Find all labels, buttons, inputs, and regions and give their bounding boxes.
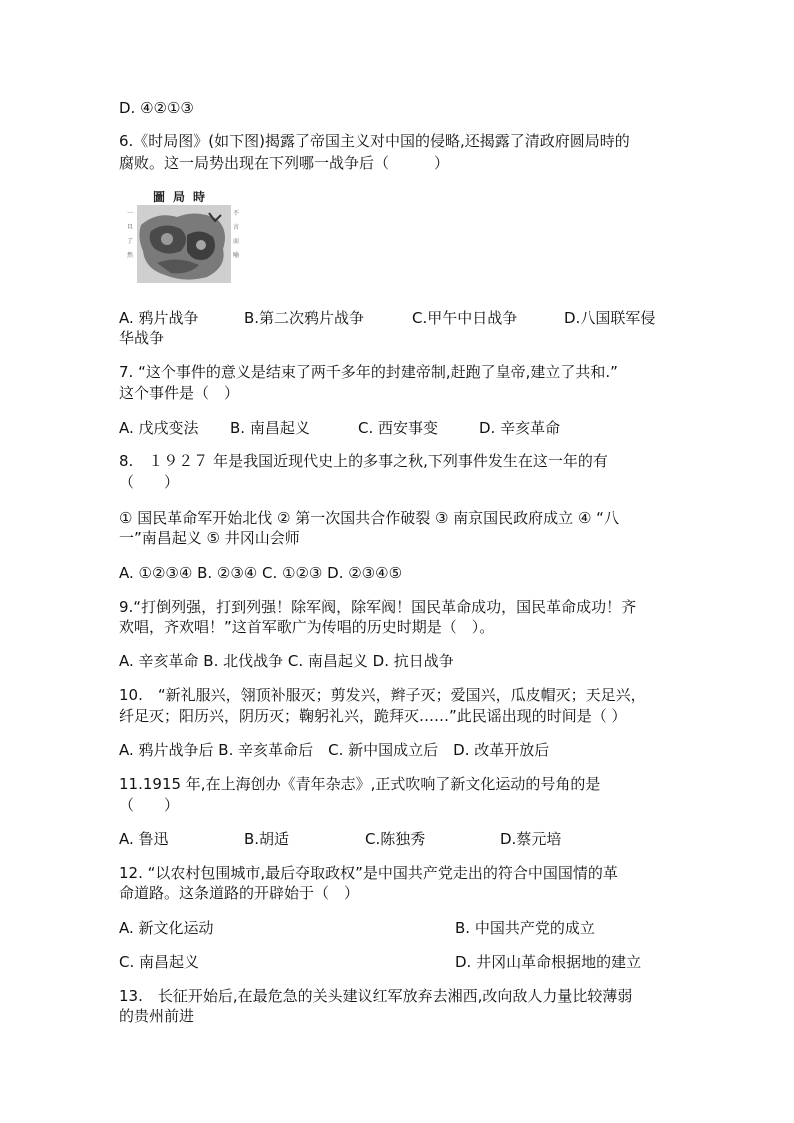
- q6-stem-line1: 6.《时局图》(如下图)揭露了帝国主义对中国的侵略,还揭露了清政府圆局時的: [119, 132, 630, 150]
- q6-option-a: A. 鸦片战争: [119, 309, 199, 327]
- q12-option-d: D. 井冈山革命根据地的建立: [455, 953, 642, 971]
- q9-options: A. 辛亥革命 B. 北伐战争 C. 南昌起义 D. 抗日战争: [119, 652, 454, 670]
- q12-stem-line2: 命道路。这条道路的开辟始于（ ）: [119, 884, 360, 902]
- q7-option-a: A. 戊戌变法: [119, 419, 199, 437]
- q6-option-d-cont: 华战争: [119, 329, 165, 347]
- q11-stem-line2: （ ）: [119, 796, 180, 814]
- q10-stem-line2: 纤足灭；阳历兴，阴历灭；鞠躬礼兴，跪拜灭……”此民谣出现的时间是（ ）: [119, 707, 627, 725]
- q7-stem-line1: 7. “这个事件的意义是结束了两千多年的封建帝制,赶跑了皇帝,建立了共和.”: [119, 363, 618, 381]
- q8-items-line2: 一”南昌起义 ⑤ 井冈山会师: [119, 529, 300, 547]
- q8-stem-line2: （ ）: [119, 473, 180, 491]
- cartoon-illustration: [137, 205, 231, 283]
- cartoon-title: 圖局時: [152, 190, 213, 204]
- q9-stem-line1: 9.“打倒列强，打到列强！除军阀，除军阀！国民革命成功，国民革命成功！齐: [119, 598, 637, 616]
- q10-options: A. 鸦片战争后 B. 辛亥革命后 C. 新中国成立后 D. 改革开放后: [119, 741, 550, 759]
- q7-option-b: B. 南昌起义: [230, 419, 310, 437]
- q5-option-d: D. ④②①③: [119, 99, 194, 117]
- q11-option-b: B.胡适: [244, 830, 290, 848]
- q8-items-line1: ① 国民革命军开始北伐 ② 第一次国共合作破裂 ③ 南京国民政府成立 ④ “八: [119, 509, 619, 527]
- q11-option-d: D.蔡元培: [500, 830, 562, 848]
- q11-option-a: A. 鲁迅: [119, 830, 169, 848]
- cartoon-left-caption: 一旦了然: [127, 210, 134, 259]
- q11-stem-line1: 11.1915 年,在上海创办《青年杂志》,正式吹响了新文化运动的号角的是: [119, 775, 601, 793]
- q6-option-d: D.八国联军侵: [564, 309, 656, 327]
- q12-option-c: C. 南昌起义: [119, 953, 200, 971]
- q6-option-b: B.第二次鸦片战争: [244, 309, 365, 327]
- q10-stem-line1: 10. “新礼服兴，翎顶补服灭；剪发兴，辫子灭；爱国兴，瓜皮帽灭；天足兴，: [119, 686, 646, 704]
- q8-options: A. ①②③④ B. ②③④ C. ①②③ D. ②③④⑤: [119, 564, 403, 582]
- cartoon-right-caption: 不言而喻: [233, 210, 240, 259]
- q6-stem-line2: 腐败。这一局势出现在下列哪一战争后（ ）: [119, 154, 450, 172]
- q9-stem-line2: 欢唱，齐欢唱！”这首军歌广为传唱的历史时期是（ ）。: [119, 618, 495, 636]
- q12-option-a: A. 新文化运动: [119, 919, 214, 937]
- q13-stem-line2: 的贵州前进: [119, 1007, 195, 1025]
- q6-option-c: C.甲午中日战争: [412, 309, 518, 327]
- q8-stem-line1: 8. １９２７ 年是我国近现代史上的多事之秋,下列事件发生在这一年的有: [119, 452, 608, 470]
- q11-option-c: C.陈独秀: [365, 830, 426, 848]
- q7-stem-line2: 这个事件是（ ）: [119, 384, 240, 402]
- shiju-tu-cartoon: [125, 185, 243, 285]
- q13-stem-line1: 13. 长征开始后,在最危急的关头建议红军放弃去湘西,改向敌人力量比较薄弱: [119, 987, 633, 1005]
- q12-option-b: B. 中国共产党的成立: [455, 919, 595, 937]
- q7-option-d: D. 辛亥革命: [479, 419, 561, 437]
- q7-option-c: C. 西安事变: [358, 419, 439, 437]
- q12-stem-line1: 12. “以农村包围城市,最后夺取政权”是中国共产党走出的符合中国国情的革: [119, 864, 618, 882]
